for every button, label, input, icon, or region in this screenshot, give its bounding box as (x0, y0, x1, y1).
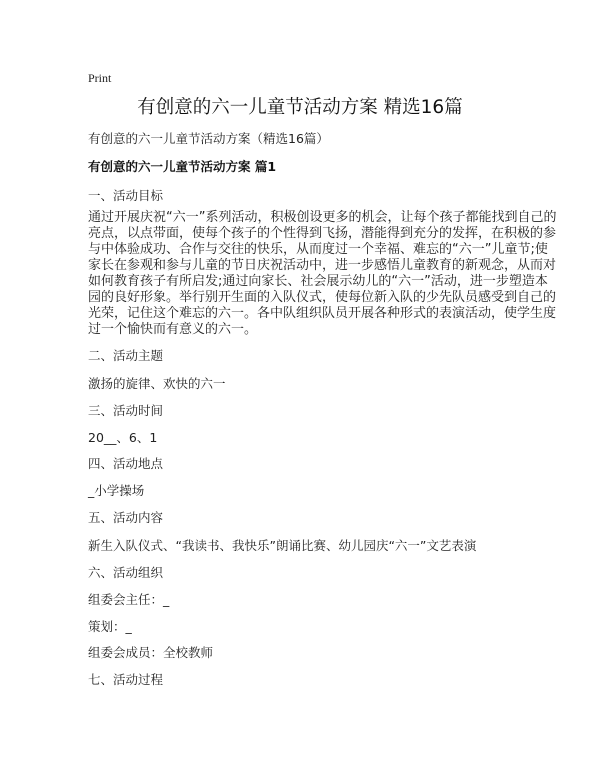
paragraph-line: 家长在参观和参与儿童的节日庆祝活动中，进一步感悟儿童教育的新观念，从而对 (88, 258, 557, 273)
paragraph-line: 过一个愉快而有意义的六一。 (88, 322, 258, 337)
subtitle: 有创意的六一儿童节活动方案（精选16篇） (88, 131, 329, 146)
print-label[interactable]: Print (88, 71, 112, 85)
paragraph-line: 亮点，以点带面，使每个孩子的个性得到飞扬，潜能得到充分的发挥，在积极的参 (88, 226, 557, 241)
paragraph-line: 光荣，记住这个难忘的六一。各中队组织队员开展各种形式的表演活动，使学生度 (88, 306, 557, 321)
goals-paragraph (88, 210, 556, 338)
heading-organization: 六、活动组织 (88, 565, 164, 580)
org-members: 组委会成员：全校教师 (88, 645, 214, 660)
content-text: 新生入队仪式、“我读书、我快乐”朗诵比赛、幼儿园庆“六一”文艺表演 (88, 538, 477, 553)
section-heading: 有创意的六一儿童节活动方案 篇1 (88, 159, 277, 174)
heading-process: 七、活动过程 (88, 672, 164, 687)
page-title: 有创意的六一儿童节活动方案 精选16篇 (137, 97, 463, 118)
heading-goals: 一、活动目标 (88, 188, 164, 203)
org-director: 组委会主任：_ (88, 592, 170, 607)
org-planner: 策划：_ (88, 619, 132, 634)
paragraph-line: 如何教育孩子有所启发;通过向家长、社会展示幼儿的“六一”活动，进一步塑造本 (88, 274, 548, 289)
heading-content: 五、活动内容 (88, 510, 164, 525)
heading-place: 四、活动地点 (88, 456, 164, 471)
theme-text: 激扬的旋律、欢快的六一 (88, 376, 226, 391)
heading-theme: 二、活动主题 (88, 348, 164, 363)
paragraph-line: 与中体验成功、合作与交往的快乐，从而度过一个幸福、难忘的“六一”儿童节;使 (88, 242, 548, 257)
heading-time: 三、活动时间 (88, 403, 164, 418)
place-text: _小学操场 (88, 483, 145, 498)
paragraph-line: 通过开展庆祝“六一”系列活动，积极创设更多的机会，让每个孩子都能找到自己的 (88, 210, 557, 225)
time-text: 20__、6、1 (88, 430, 158, 445)
paragraph-line: 园的良好形象。举行别开生面的入队仪式，使每位新入队的少先队员感受到自己的 (88, 290, 557, 305)
